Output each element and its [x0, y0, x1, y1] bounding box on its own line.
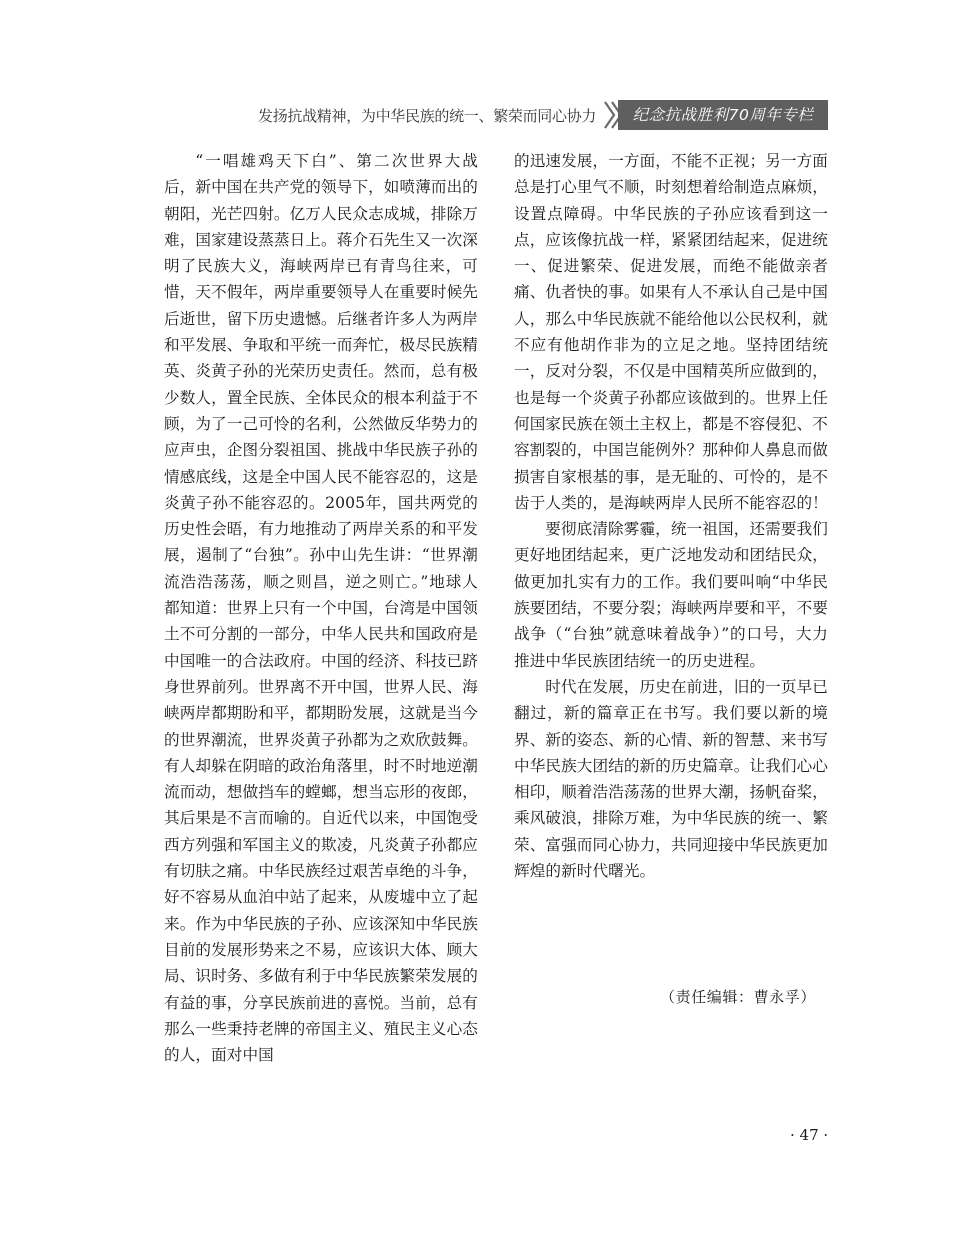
running-title: 发扬抗战精神，为中华民族的统一、繁荣而同心协力 [258, 107, 597, 125]
right-column [514, 148, 828, 884]
paragraph-3: 时代在发展，历史在前进，旧的一页早已翻过，新的篇章正在书写。我们要以新的境界、新的姿态、新的心情、新的智慧、来书写中华民族大团结的新的历史篇章。让我们心心相印，顺着浩浩荡荡的世界大潮，扬帆奋桨，乘风破浪，排除万难，为中华民族的统一、繁荣、富强而同心协力，共同迎接中华民族更加辉煌的新时代曙光。 [514, 677, 828, 881]
column-name-banner: 纪念抗战胜利70周年专栏 [618, 100, 828, 130]
running-header [258, 100, 828, 130]
paragraph-1: “一唱雄鸡天下白”、第二次世界大战后，新中国在共产党的领导下，如喷薄而出的朝阳，光芒四射。亿万人民众志成城，排除万难，国家建设蒸蒸日上。蒋介石先生又一次深明了民族大义，海峡两岸已有青鸟往来，可惜，天不假年，两岸重要领导人在重要时候先后逝世，留下历史遗憾。后继者许多人为两岸和平发展、争取和平统一而奔忙，极尽民族精英、炎黄子孙的光荣历史责任。然而，总有极少数人，置全民族、全体民众的根本利益于不顾，为了一己可怜的名利，公然做反华势力的应声虫，企图分裂祖国、挑战中华民族子孙的情感底线，这是全中国人民不能容忍的，这是炎黄子孙不能容忍的。2005年，国共两党的历史性会晤，有力地推动了两岸关系的和平发展，遏制了“台独”。孙中山先生讲：“世界潮流浩浩荡荡，顺之则昌，逆之则亡。”地球人都知道：世界上只有一个中国，台湾是中国领土不可分割的一部分，中华人民共和国政府是中国唯一的合法政府。中国的经济、科技已跻身世界前列。世界离不开中国，世界人民、海峡两岸都期盼和平，都期盼发展，这就是当今的世界潮流，世界炎黄子孙都为之欢欣鼓舞。有人却躲在阴暗的政治角落里，时不时地逆潮流而动，想做挡车的螳螂，想当忘形的夜郎，其后果是不言而喻的。自近代以来，中国饱受西方列强和军国主义的欺凌，凡炎黄子孙都应有切肤之痛。中华民族经过艰苦卓绝的斗争，好不容易从血泊中站了起来，从废墟中立了起来。作为中华民族的子孙、应该深知中华民族目前的发展形势来之不易，应该识大体、顾大局、识时务、多做有利于中华民族繁荣发展的有益的事，分享民族前进的喜悦。当前，总有那么一些秉持老牌的帝国主义、殖民主义心态的人，面对中国 [164, 152, 478, 1065]
editor-credit: （责任编辑：曹永孚） [660, 988, 817, 1006]
paragraph-2: 要彻底清除雾霾，统一祖国，还需要我们更好地团结起来，更广泛地发动和团结民众，做更加扎实有力的工作。我们要叫响“中华民族要团结，不要分裂；海峡两岸要和平，不要战争（“台独”就意味着战争）”的口号，大力推进中华民族团结统一的历史进程。 [514, 520, 828, 670]
page-number: · 47 · [790, 1126, 829, 1144]
paragraph-1-continuation: 的迅速发展，一方面，不能不正视；另一方面总是打心里气不顺，时刻想着给制造点麻烦，设置点障碍。中华民族的子孙应该看到这一点，应该像抗战一样，紧紧团结起来，促进统一、促进繁荣、促进发展，而绝不能做亲者痛、仇者快的事。如果有人不承认自己是中国人，那么中华民族就不能给他以公民权利，就不应有他胡作非为的立足之地。坚持团结统一，反对分裂，不仅是中国精英所应做到的，也是每一个炎黄子孙都应该做到的。世界上任何国家民族在领土主权上，都是不容侵犯、不容割裂的，中国岂能例外？那种仰人鼻息而做损害自家根基的事，是无耻的、可怜的，是不齿于人类的，是海峡两岸人民所不能容忍的！ [514, 152, 828, 512]
left-column [164, 148, 478, 1068]
